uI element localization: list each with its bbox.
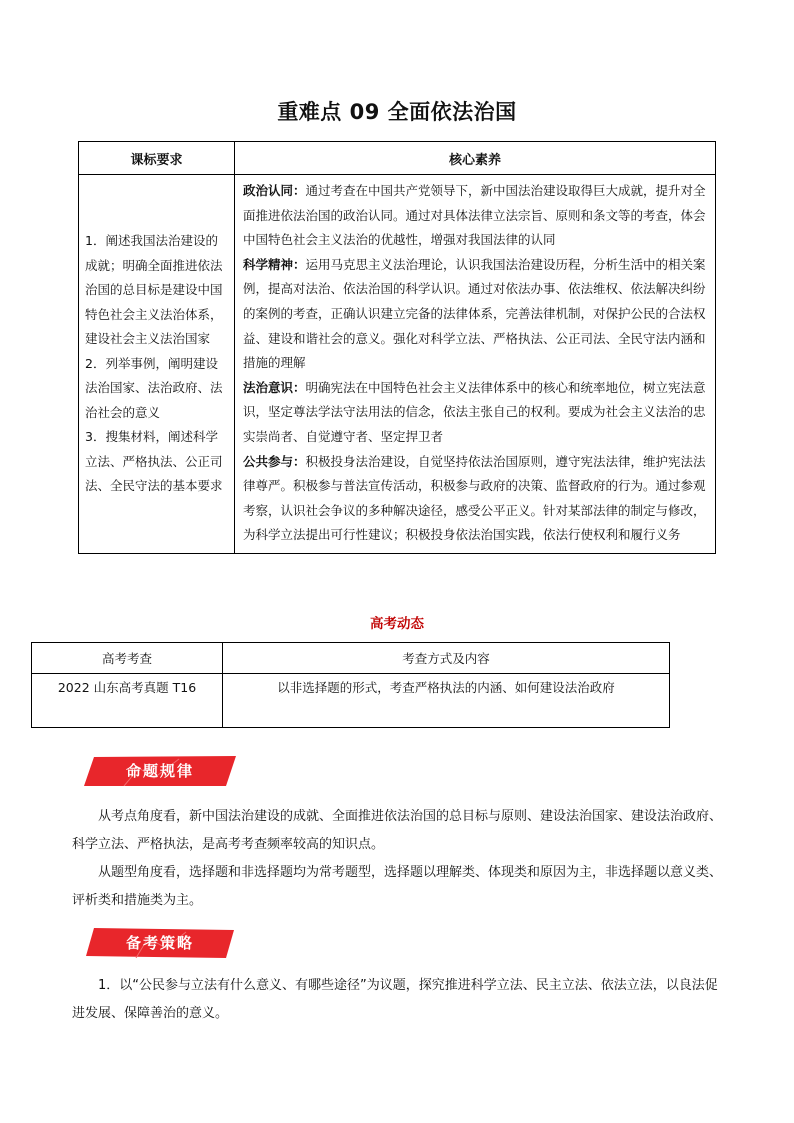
literacy-text: 积极投身法治建设，自觉坚持依法治国原则，遵守宪法法律，维护宪法法律尊严。积极参与普法宣传活动，积极参与政府的决策、监督政府的行为。通过参观考察，认识社会争议的多种解决途径，感受公平正义。针对某部法律的制定与修改，为科学立法提出可行性建议；积极投身依法治国实践，依法行使权利和履行义务 (243, 453, 706, 543)
method-cell: 以非选择题的形式，考查严格执法的内涵、如何建设法治政府 (223, 674, 670, 728)
requirements-cell (79, 175, 235, 554)
strategy-paragraph-1: 1．以“公民参与立法有什么意义、有哪些途径”为议题，探究推进科学立法、民主立法、依法立法，以良法促进发展、保障善治的意义。 (72, 978, 718, 1021)
header-requirements: 课标要求 (79, 142, 235, 175)
literacy-text: 通过考查在中国共产党领导下，新中国法治建设取得巨大成就，提升对全面推进依法治国的政治认同。通过对具体法律立法宗旨、原则和条文等的考查，体会中国特色社会主义法治的优越性，增强对我国法律的认同 (243, 183, 706, 248)
header-literacy: 核心素养 (235, 142, 716, 175)
strategy-banner (86, 928, 234, 958)
standards-table (78, 141, 716, 554)
page-title: 重难点 09 全面依法治国 (277, 100, 517, 124)
literacy-label: 科学精神： (243, 256, 306, 272)
rule-banner (84, 756, 236, 786)
header-exam: 高考考查 (32, 643, 223, 674)
literacy-text: 明确宪法在中国特色社会主义法律体系中的核心和统率地位，树立宪法意识，坚定尊法学法守法用法的信念，依法主张自己的权利。要成为社会主义法治的忠实崇尚者、自觉遵守者、坚定捍卫者 (243, 379, 706, 444)
requirement-2: 2．列举事例，阐明建设法治国家、法治政府、法治社会的意义 (85, 355, 223, 420)
strategy-banner-label: 备考策略 (125, 934, 194, 952)
rule-paragraph-1: 从考点角度看，新中国法治建设的成就、全面推进依法治国的总目标与原则、建设法治国家、建设法治政府、科学立法、严格执法，是高考考查频率较高的知识点。 (72, 809, 723, 852)
exam-cell: 2022 山东高考真题 T16 (32, 674, 223, 728)
literacy-label: 公共参与： (243, 453, 306, 469)
literacy-label: 政治认同： (243, 183, 306, 198)
literacy-political (243, 179, 709, 253)
requirement-1: 1．阐述我国法治建设的成就；明确全面推进依法治国的总目标是建设中国特色社会主义法治体系，建设社会主义法治国家 (85, 233, 223, 347)
dynamics-table (31, 642, 670, 728)
header-method: 考查方式及内容 (223, 643, 670, 674)
literacy-science (243, 253, 709, 376)
requirement-3: 3．搜集材料，阐述科学立法、严格执法、公正司法、全民守法的基本要求 (85, 429, 223, 494)
literacy-text: 运用马克思主义法治理论，认识我国法治建设历程，分析生活中的相关案例，提高对法治、依法治国的科学认识。通过对依法办事、依法维权、依法解决纠纷的案例的考查，正确认识建立完备的法律体系，完善法律机制，对保护公民的合法权益、建设和谐社会的意义。强化对科学立法、严格执法、公正司法、全民守法内涵和措施的理解 (243, 256, 706, 371)
literacy-cell (235, 175, 716, 554)
dynamics-heading: 高考动态 (370, 616, 424, 632)
literacy-label: 法治意识： (243, 379, 306, 395)
literacy-law (243, 376, 709, 450)
literacy-public (243, 450, 709, 548)
rule-banner-label: 命题规律 (125, 762, 194, 780)
rule-paragraph-2: 从题型角度看，选择题和非选择题均为常考题型，选择题以理解类、体现类和原因为主，非选择题以意义类、评析类和措施类为主。 (72, 865, 723, 908)
